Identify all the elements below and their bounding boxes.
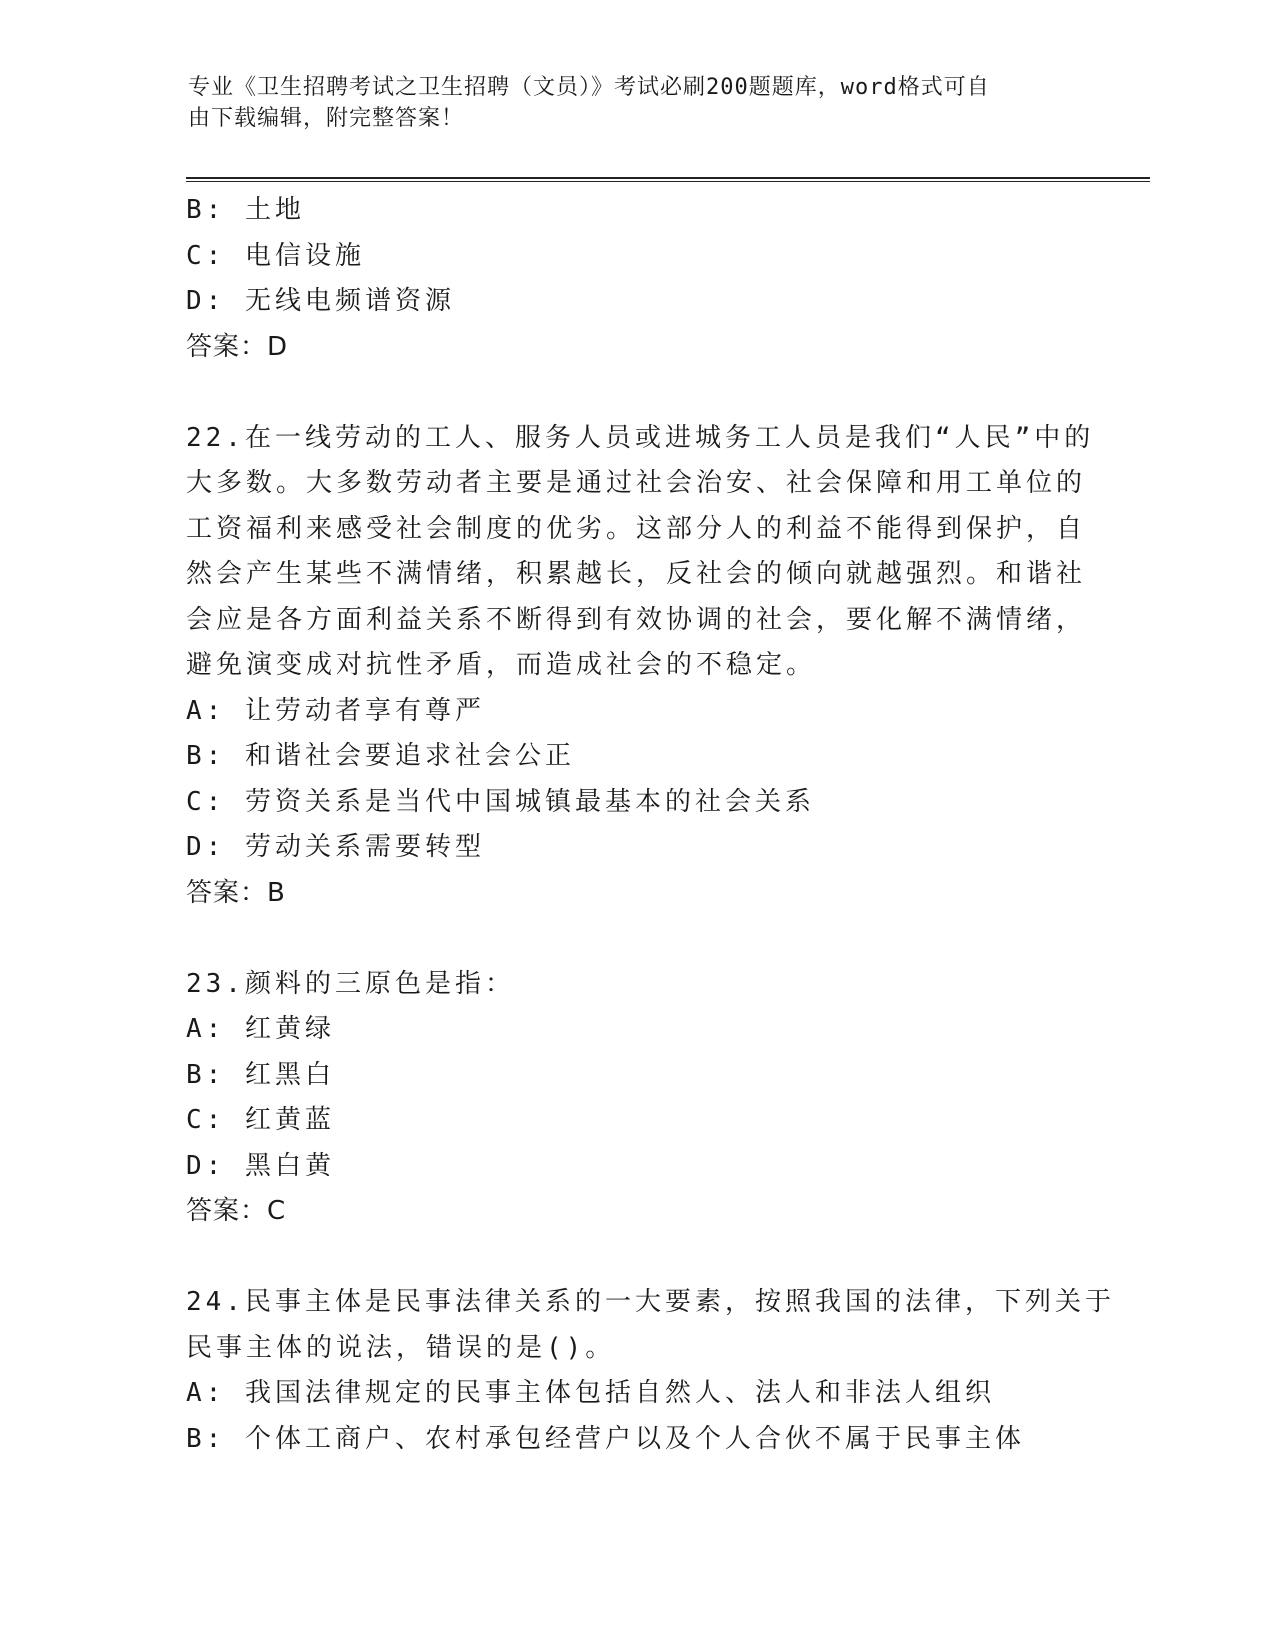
header-line-2: 由下载编辑，附完整答案！ [188,106,465,131]
question-continued [186,188,1086,370]
question-text-line: 工资福利来感受社会制度的优劣。这部分人的利益不能得到保护，自 [186,513,1087,544]
spacer [186,370,1086,416]
option-b: B: 个体工商户、农村承包经营户以及个人合伙不属于民事主体 [186,1423,1025,1454]
question-text-line: 然会产生某些不满情绪，积累越长，反社会的倾向就越强烈。和谐社 [186,559,1087,589]
header-rule-thick [186,177,1150,179]
question-text-line: 民事主体的说法，错误的是()。 [186,1332,616,1363]
page-header [188,72,1068,134]
option-a: A: 让劳动者享有尊严 [186,695,485,726]
header-line-1: 专业《卫生招聘考试之卫生招聘（文员）》考试必刷200题题库，word格式可自 [188,75,990,100]
header-rule-thin [186,181,1150,182]
answer-line: 答案：B [186,877,286,908]
document-body [186,188,1115,1462]
question-text-line: 避免演变成对抗性矛盾，而造成社会的不稳定。 [186,650,817,680]
spacer [186,916,1086,962]
question-text-line: 23.颜料的三原色是指： [186,968,515,999]
question-text-line: 大多数。大多数劳动者主要是通过社会治安、社会保障和用工单位的 [186,468,1087,498]
question-text-line: 会应是各方面利益关系不断得到有效协调的社会，要化解不满情绪， [186,604,1087,635]
answer-line: 答案：D [186,331,289,362]
question-text-line: 24.民事主体是民事法律关系的一大要素，按照我国的法律，下列关于 [186,1287,1115,1317]
option-c: C: 劳资关系是当代中国城镇最基本的社会关系 [186,786,815,817]
option-a: A: 我国法律规定的民事主体包括自然人、法人和非法人组织 [186,1378,995,1408]
option-d: D: 黑白黄 [186,1150,335,1181]
option-c: C: 红黄蓝 [186,1105,335,1135]
option-b: B: 土地 [186,195,305,225]
option-b: B: 和谐社会要追求社会公正 [186,741,575,771]
question-text-line: 22.在一线劳动的工人、服务人员或进城务工人员是我们“人民”中的 [186,422,1095,453]
answer-line: 答案：C [186,1196,287,1226]
option-d: D: 无线电频谱资源 [186,286,455,316]
option-a: A: 红黄绿 [186,1014,335,1044]
question-23 [186,962,1086,1235]
option-c: C: 电信设施 [186,240,365,271]
question-24 [186,1280,1115,1462]
spacer [186,1235,1086,1281]
question-22 [186,416,1095,917]
option-d: D: 劳动关系需要转型 [186,832,485,862]
option-b: B: 红黑白 [186,1059,335,1090]
